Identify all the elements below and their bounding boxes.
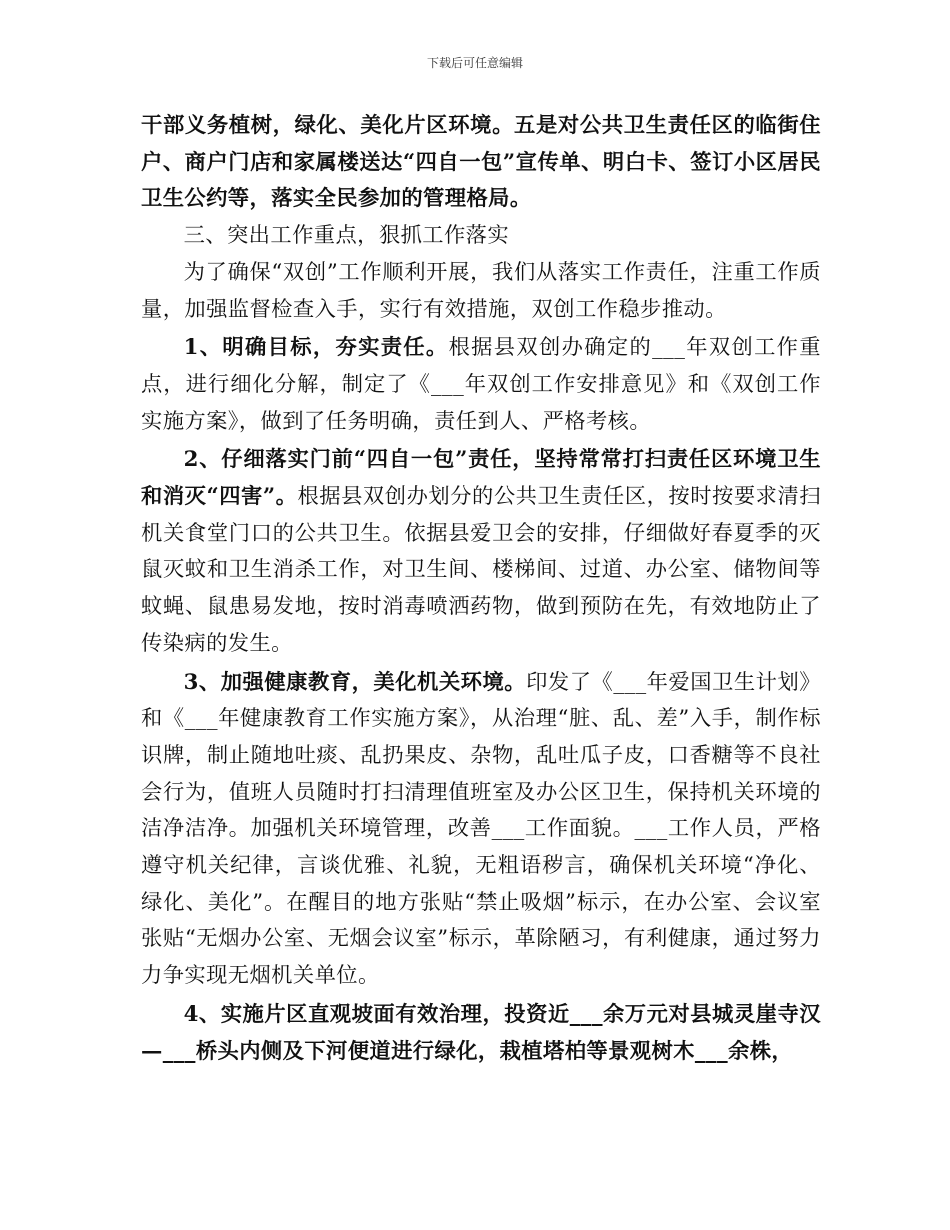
item-2-title: 2、仔细落实门前“四自一包”责任，坚持常常打扫责任区环境卫生和消灭“四害”。	[141, 447, 821, 510]
paragraph-item-3	[141, 665, 821, 995]
item-3-title: 3、加强健康教育，美化机关环境。	[183, 669, 527, 695]
paragraph-continuation: 干部义务植树，绿化、美化片区环境。五是对公共卫生责任区的临街住户、商户门店和家属楼送达“四自一包”宣传单、明白卡、签订小区居民卫生公约等，落实全民参加的管理格局。	[141, 113, 821, 212]
item-2-text: 根据县双创办划分的公共卫生责任区，按时按要求清扫机关食堂门口的公共卫生。依据县爱卫会的安排，仔细做好春夏季的灭鼠灭蚊和卫生消杀工作，对卫生间、楼梯间、过道、办公室、储物间等蚊蝇、鼠患易发地，按时消毒喷洒药物，做到预防在先，有效地防止了传染病的发生。	[141, 484, 822, 656]
document-body	[141, 108, 821, 1070]
item-1-title: 1、明确目标，夯实责任。	[183, 335, 449, 361]
paragraph-item-2	[141, 442, 821, 662]
paragraph-item-1	[141, 330, 821, 440]
paragraph-item-4	[141, 997, 821, 1070]
section-heading-3: 三、突出工作重点，狠抓工作落实	[183, 223, 510, 249]
item-1-text: 根据县双创办确定的___年双创工作重点，进行细化分解，制定了《___年双创工作安排意见》和《双创工作实施方案》，做到了任务明确，责任到人、严格考核。	[141, 335, 821, 434]
item-4-title: 4、实施片区直观坡面有效治理，投资近___余万元对县城灵崖寺汉—___桥头内侧及下河便道进行绿化，栽植塔柏等景观树木___余株，	[141, 1001, 821, 1064]
paragraph-intro: 为了确保“双创”工作顺利开展，我们从落实工作责任，注重工作质量，加强监督检查入手，实行有效措施，双创工作稳步推动。	[141, 259, 821, 322]
page-header: 下载后可任意编辑	[426, 56, 523, 70]
item-3-text: 印发了《___年爱国卫生计划》和《___年健康教育工作实施方案》，从治理“脏、乱、差”入手，制作标识牌，制止随地吐痰、乱扔果皮、杂物，乱吐瓜子皮，口香糖等不良社会行为，值班人员随时打扫清理值班室及办公区卫生，保持机关环境的洁净洁净。加强机关环境管理，改善___工作面貌。___工作人员，严格遵守机关纪律，言谈优雅、礼貌，无粗语秽言，确保机关环境“净化、绿化、美化”。在醒目的地方张贴“禁止吸烟”标示，在办公室、会议室张贴“无烟办公室、无烟会议室”标示，革除陋习，有利健康，通过努力力争实现无烟机关单位。	[141, 669, 821, 989]
